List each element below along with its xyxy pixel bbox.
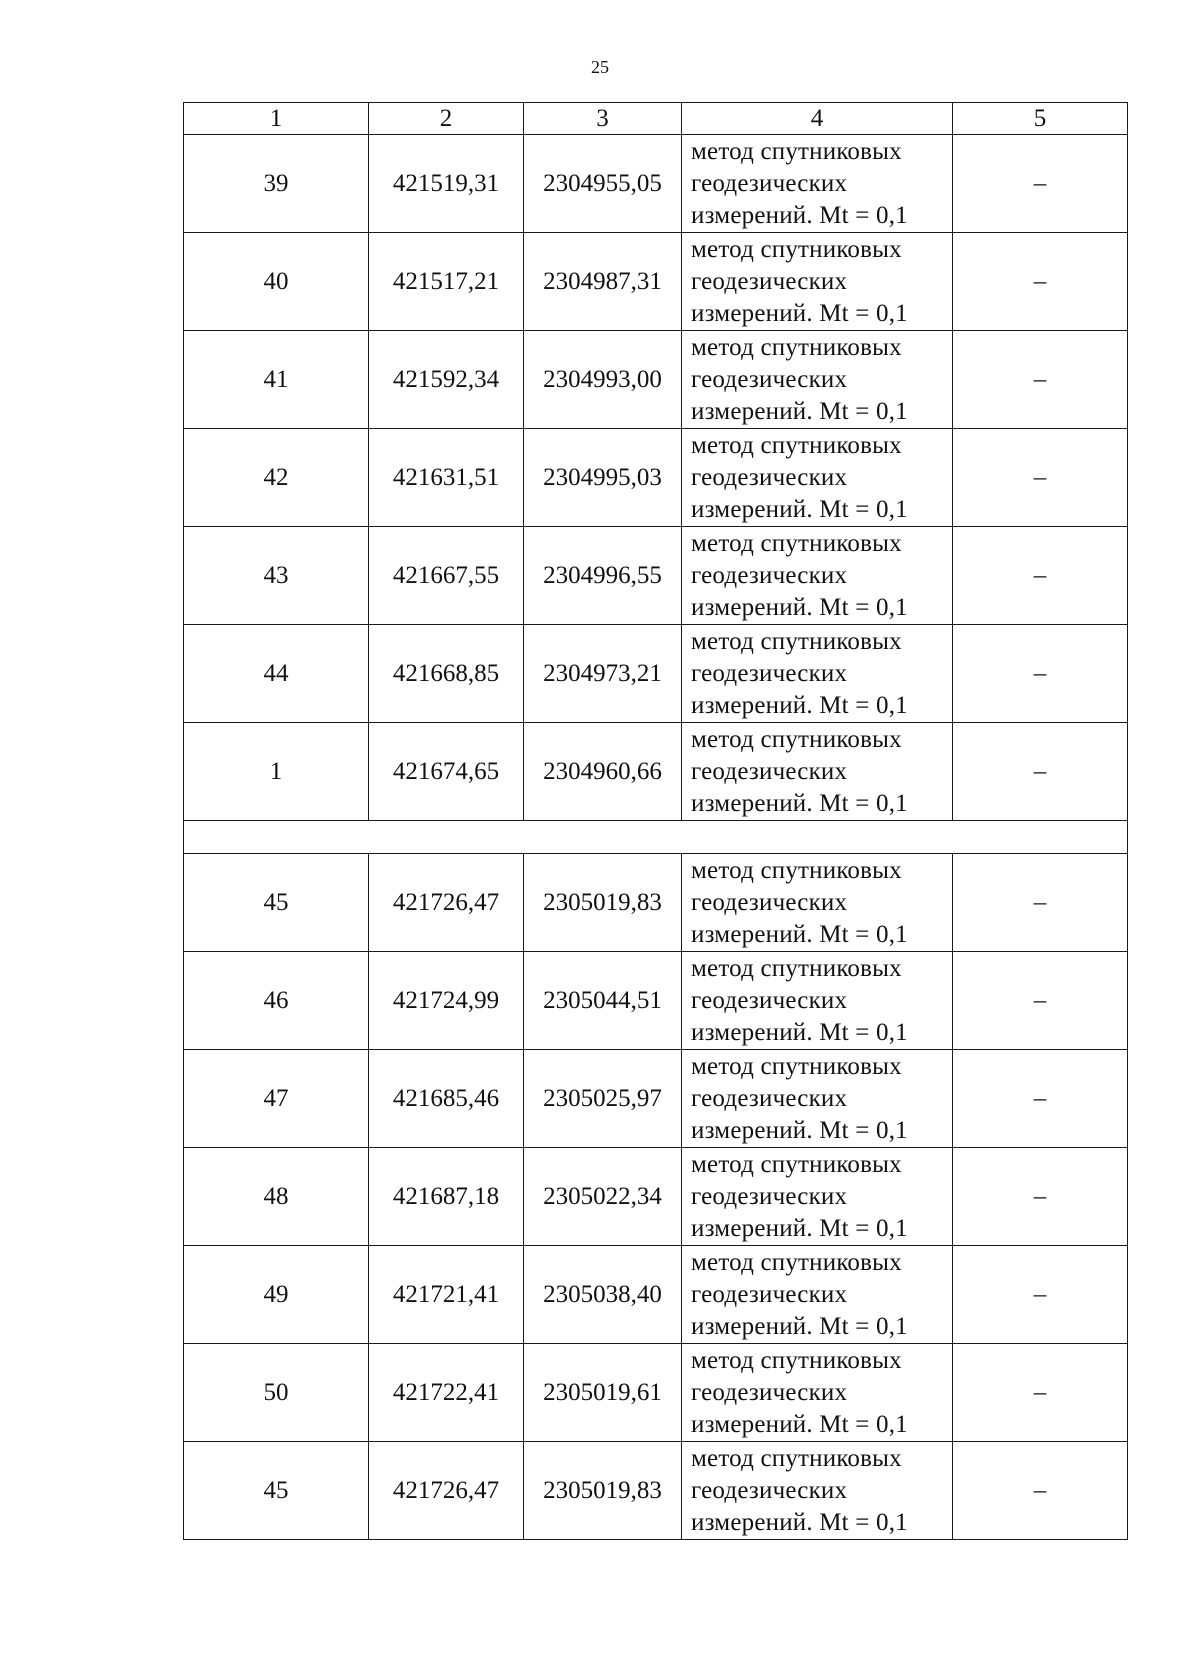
method-cell (682, 854, 953, 952)
method-text-line: измерений. Mt = 0,1 (691, 691, 908, 719)
coordinate-x-cell: 421631,51 (369, 429, 524, 527)
method-text-line: измерений. Mt = 0,1 (691, 1116, 908, 1144)
table-header-row (184, 103, 1128, 135)
coordinate-x-cell: 421685,46 (369, 1050, 524, 1148)
method-text-line: метод спутниковых (691, 1150, 902, 1178)
method-cell (682, 429, 953, 527)
coordinate-y-cell: 2304987,31 (524, 233, 682, 331)
table-row (184, 625, 1128, 723)
point-number-cell: 41 (184, 331, 369, 429)
method-text-line: геодезических (691, 757, 848, 785)
method-cell (682, 331, 953, 429)
coordinate-y-cell: 2304955,05 (524, 135, 682, 233)
method-text-line: геодезических (691, 1084, 848, 1112)
method-cell (682, 233, 953, 331)
note-cell: – (953, 1442, 1128, 1540)
point-number-cell: 42 (184, 429, 369, 527)
method-text-line: метод спутниковых (691, 725, 902, 753)
point-number-cell: 47 (184, 1050, 369, 1148)
method-text-line: измерений. Mt = 0,1 (691, 789, 908, 817)
point-number-cell: 44 (184, 625, 369, 723)
method-text-line: измерений. Mt = 0,1 (691, 397, 908, 425)
method-cell (682, 1148, 953, 1246)
coordinate-y-cell: 2304995,03 (524, 429, 682, 527)
coordinate-y-cell: 2305019,83 (524, 1442, 682, 1540)
column-header-5: 5 (953, 103, 1128, 135)
column-header-4: 4 (682, 103, 953, 135)
method-text-line: метод спутниковых (691, 529, 902, 557)
table-row (184, 1344, 1128, 1442)
coordinate-x-cell: 421668,85 (369, 625, 524, 723)
coordinate-x-cell: 421592,34 (369, 331, 524, 429)
method-cell (682, 135, 953, 233)
method-cell (682, 1442, 953, 1540)
method-text-line: геодезических (691, 1182, 848, 1210)
table-row (184, 1148, 1128, 1246)
method-text-line: геодезических (691, 986, 848, 1014)
note-cell: – (953, 135, 1128, 233)
method-text-line: геодезических (691, 659, 848, 687)
table-row (184, 135, 1128, 233)
method-text-line: измерений. Mt = 0,1 (691, 1018, 908, 1046)
coordinate-x-cell: 421687,18 (369, 1148, 524, 1246)
note-cell: – (953, 625, 1128, 723)
method-text-line: метод спутниковых (691, 333, 902, 361)
method-text-line: измерений. Mt = 0,1 (691, 920, 908, 948)
method-text-line: измерений. Mt = 0,1 (691, 1410, 908, 1438)
method-cell (682, 625, 953, 723)
coordinate-y-cell: 2304960,66 (524, 723, 682, 821)
coordinate-y-cell: 2305044,51 (524, 952, 682, 1050)
method-text-line: измерений. Mt = 0,1 (691, 1214, 908, 1242)
coordinate-x-cell: 421519,31 (369, 135, 524, 233)
method-text-line: измерений. Mt = 0,1 (691, 299, 908, 327)
note-cell: – (953, 1246, 1128, 1344)
method-cell (682, 1344, 953, 1442)
method-text-line: метод спутниковых (691, 627, 902, 655)
page-number: 25 (591, 57, 609, 77)
coordinate-y-cell: 2305025,97 (524, 1050, 682, 1148)
coordinates-table (183, 102, 1128, 1540)
coordinate-y-cell: 2304993,00 (524, 331, 682, 429)
method-cell (682, 527, 953, 625)
coordinate-x-cell: 421722,41 (369, 1344, 524, 1442)
coordinate-y-cell: 2305019,61 (524, 1344, 682, 1442)
method-text-line: метод спутниковых (691, 1444, 902, 1472)
method-text-line: измерений. Mt = 0,1 (691, 495, 908, 523)
method-text-line: геодезических (691, 365, 848, 393)
method-text-line: геодезических (691, 888, 848, 916)
contour-separator-row (184, 821, 1128, 854)
note-cell: – (953, 233, 1128, 331)
method-text-line: измерений. Mt = 0,1 (691, 1508, 908, 1536)
method-text-line: геодезических (691, 1476, 848, 1504)
point-number-cell: 45 (184, 1442, 369, 1540)
coordinate-y-cell: 2304996,55 (524, 527, 682, 625)
table-row (184, 331, 1128, 429)
method-text-line: метод спутниковых (691, 1248, 902, 1276)
coordinate-x-cell: 421517,21 (369, 233, 524, 331)
point-number-cell: 49 (184, 1246, 369, 1344)
coordinate-y-cell: 2305022,34 (524, 1148, 682, 1246)
note-cell: – (953, 723, 1128, 821)
method-cell (682, 952, 953, 1050)
column-header-2: 2 (369, 103, 524, 135)
method-text-line: метод спутниковых (691, 1052, 902, 1080)
method-text-line: метод спутниковых (691, 1346, 902, 1374)
method-text-line: геодезических (691, 169, 848, 197)
note-cell: – (953, 952, 1128, 1050)
note-cell: – (953, 1050, 1128, 1148)
method-text-line: измерений. Mt = 0,1 (691, 1312, 908, 1340)
coordinate-y-cell: 2304973,21 (524, 625, 682, 723)
method-text-line: метод спутниковых (691, 954, 902, 982)
table-row (184, 1442, 1128, 1540)
table-row (184, 527, 1128, 625)
point-number-cell: 50 (184, 1344, 369, 1442)
point-number-cell: 48 (184, 1148, 369, 1246)
point-number-cell: 40 (184, 233, 369, 331)
method-text-line: метод спутниковых (691, 137, 902, 165)
point-number-cell: 1 (184, 723, 369, 821)
note-cell: – (953, 1148, 1128, 1246)
note-cell: – (953, 854, 1128, 952)
method-cell (682, 1050, 953, 1148)
coordinate-x-cell: 421724,99 (369, 952, 524, 1050)
point-number-cell: 46 (184, 952, 369, 1050)
method-text-line: геодезических (691, 1280, 848, 1308)
note-cell: – (953, 1344, 1128, 1442)
method-cell (682, 1246, 953, 1344)
method-text-line: геодезических (691, 463, 848, 491)
coordinate-x-cell: 421726,47 (369, 1442, 524, 1540)
coordinate-y-cell: 2305038,40 (524, 1246, 682, 1344)
table-row (184, 1246, 1128, 1344)
coordinate-x-cell: 421721,41 (369, 1246, 524, 1344)
method-text-line: геодезических (691, 561, 848, 589)
method-text-line: метод спутниковых (691, 856, 902, 884)
method-text-line: метод спутниковых (691, 235, 902, 263)
point-number-cell: 45 (184, 854, 369, 952)
point-number-cell: 39 (184, 135, 369, 233)
coordinate-x-cell: 421726,47 (369, 854, 524, 952)
table-row (184, 429, 1128, 527)
method-text-line: метод спутниковых (691, 431, 902, 459)
note-cell: – (953, 331, 1128, 429)
method-text-line: геодезических (691, 1378, 848, 1406)
coordinate-y-cell: 2305019,83 (524, 854, 682, 952)
table-row (184, 723, 1128, 821)
table-row (184, 233, 1128, 331)
coordinate-x-cell: 421667,55 (369, 527, 524, 625)
table-row (184, 1050, 1128, 1148)
method-text-line: измерений. Mt = 0,1 (691, 201, 908, 229)
coordinate-x-cell: 421674,65 (369, 723, 524, 821)
method-text-line: измерений. Mt = 0,1 (691, 593, 908, 621)
method-cell (682, 723, 953, 821)
separator-cell (184, 821, 1128, 854)
point-number-cell: 43 (184, 527, 369, 625)
column-header-3: 3 (524, 103, 682, 135)
note-cell: – (953, 527, 1128, 625)
table-row (184, 854, 1128, 952)
column-header-1: 1 (184, 103, 369, 135)
note-cell: – (953, 429, 1128, 527)
table-row (184, 952, 1128, 1050)
method-text-line: геодезических (691, 267, 848, 295)
